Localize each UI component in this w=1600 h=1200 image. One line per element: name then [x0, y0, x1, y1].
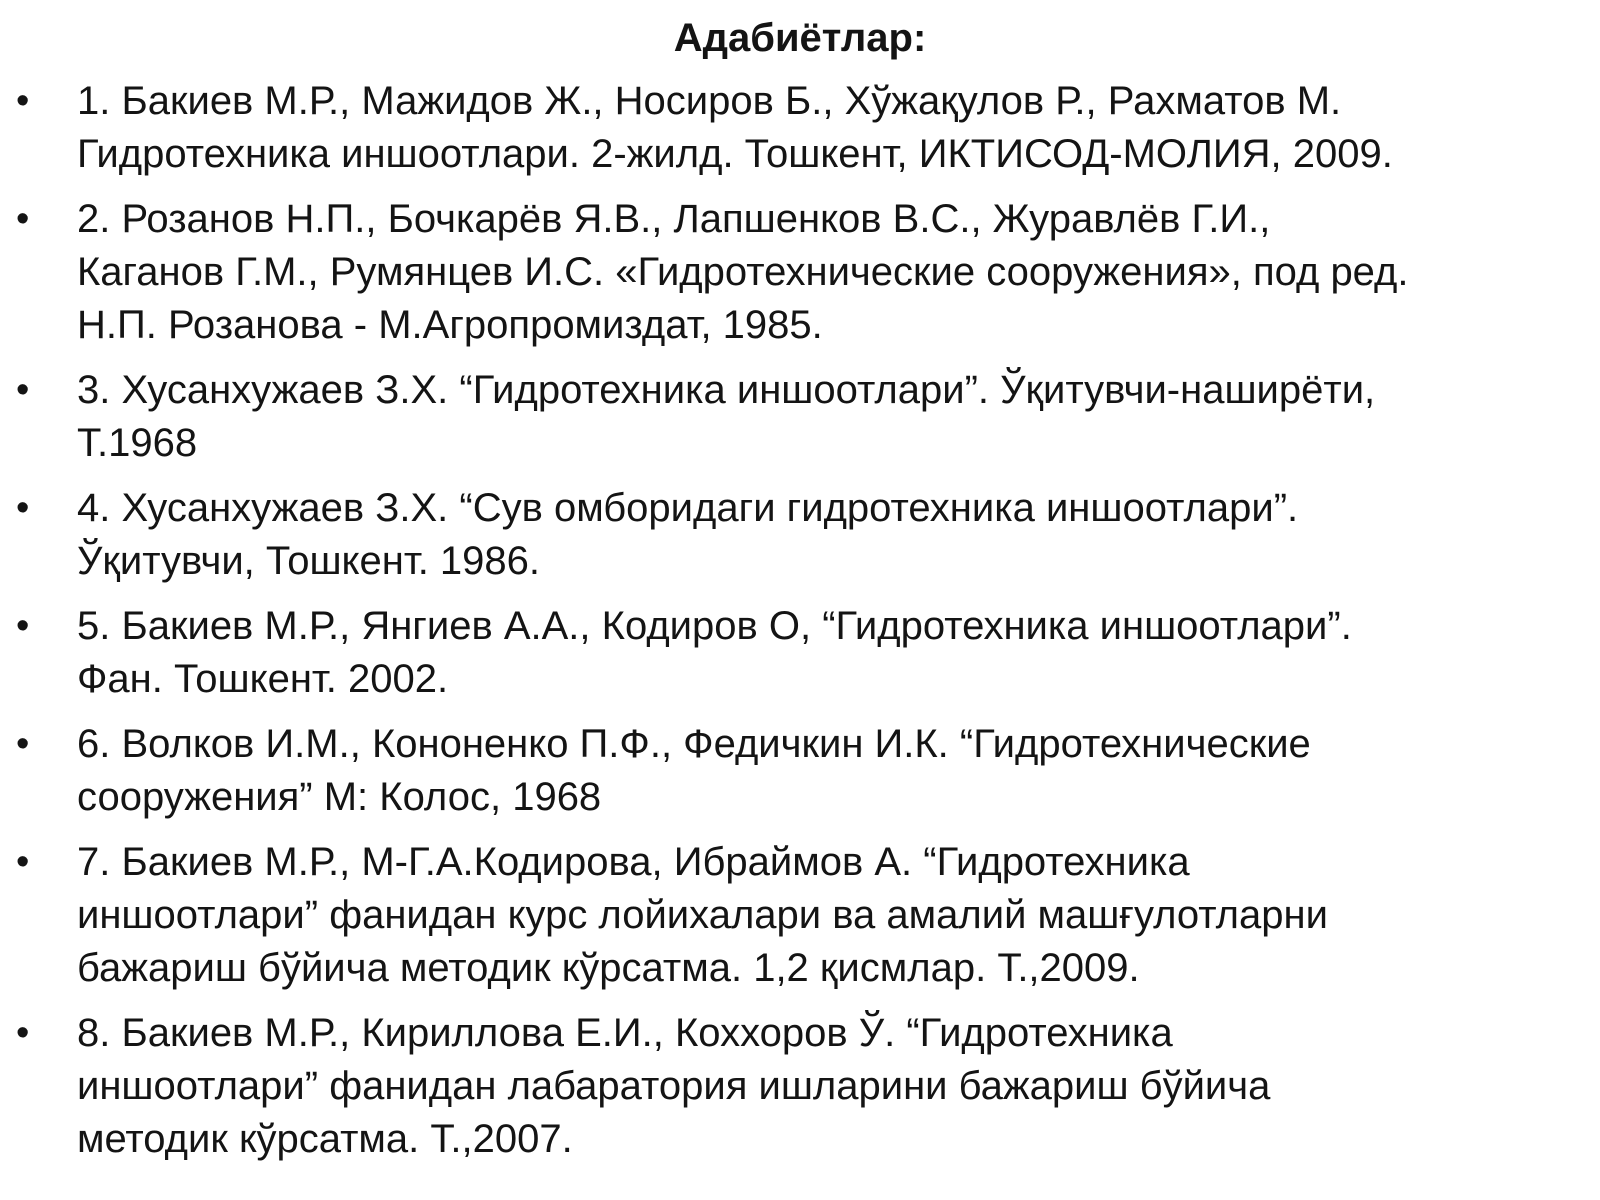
reference-line: иншоотлари” фанидан курс лойихалари ва амалий машғулотларни: [77, 893, 1328, 937]
bullet-icon: •: [16, 487, 30, 529]
page-title: Адабиётлар:: [673, 16, 927, 60]
reference-line: 8. Бакиев М.Р., Кириллова Е.И., Коххоров Ў. “Гидротехника: [77, 1011, 1173, 1055]
list-item: [0, 600, 1600, 706]
reference-line: Каганов Г.М., Румянцев И.С. «Гидротехнические сооружения», под ред.: [77, 250, 1409, 294]
reference-line: 1. Бакиев М.Р., Мажидов Ж., Носиров Б., Хўжақулов Р., Рахматов М.: [77, 79, 1342, 123]
bullet-icon: •: [16, 198, 30, 240]
reference-line: 7. Бакиев М.Р., М-Г.А.Кодирова, Ибраймов А. “Гидротехника: [77, 840, 1190, 884]
reference-line: Фан. Тошкент. 2002.: [77, 657, 449, 701]
reference-list: [0, 75, 1600, 1178]
reference-line: 3. Хусанхужаев З.Х. “Гидротехника иншоотлари”. Ўқитувчи-наширёти,: [77, 368, 1376, 412]
list-item: [0, 75, 1600, 181]
reference-line: Н.П. Розанова - М.Агропромиздат, 1985.: [77, 303, 823, 347]
reference-line: методик кўрсатма. Т.,2007.: [77, 1117, 573, 1161]
bullet-icon: •: [16, 841, 30, 883]
reference-line: Гидротехника иншоотлари. 2-жилд. Тошкент, ИКТИСОД-МОЛИЯ, 2009.: [77, 132, 1393, 176]
reference-line: 4. Хусанхужаев З.Х. “Сув омборидаги гидротехника иншоотлари”.: [77, 486, 1299, 530]
bullet-icon: •: [16, 1012, 30, 1054]
bullet-icon: •: [16, 80, 30, 122]
reference-line: сооружения” М: Колос, 1968: [77, 775, 602, 819]
reference-line: Ўқитувчи, Тошкент. 1986.: [77, 539, 541, 583]
bullet-icon: •: [16, 723, 30, 765]
reference-line: 2. Розанов Н.П., Бочкарёв Я.В., Лапшенков В.С., Журавлёв Г.И.,: [77, 197, 1271, 241]
reference-line: бажариш бўйича методик кўрсатма. 1,2 қисмлар. Т.,2009.: [77, 946, 1140, 990]
bullet-icon: •: [16, 369, 30, 411]
list-item: [0, 193, 1600, 352]
reference-line: 6. Волков И.М., Кононенко П.Ф., Федичкин И.К. “Гидротехнические: [77, 722, 1311, 766]
list-item: [0, 836, 1600, 995]
list-item: [0, 364, 1600, 470]
list-item: [0, 1007, 1600, 1166]
list-item: [0, 482, 1600, 588]
bullet-icon: •: [16, 605, 30, 647]
reference-line: иншоотлари” фанидан лабаратория ишларини бажариш бўйича: [77, 1064, 1271, 1108]
list-item: [0, 718, 1600, 824]
reference-line: Т.1968: [77, 421, 198, 465]
reference-line: 5. Бакиев М.Р., Янгиев А.А., Кодиров О, “Гидротехника иншоотлари”.: [77, 604, 1352, 648]
